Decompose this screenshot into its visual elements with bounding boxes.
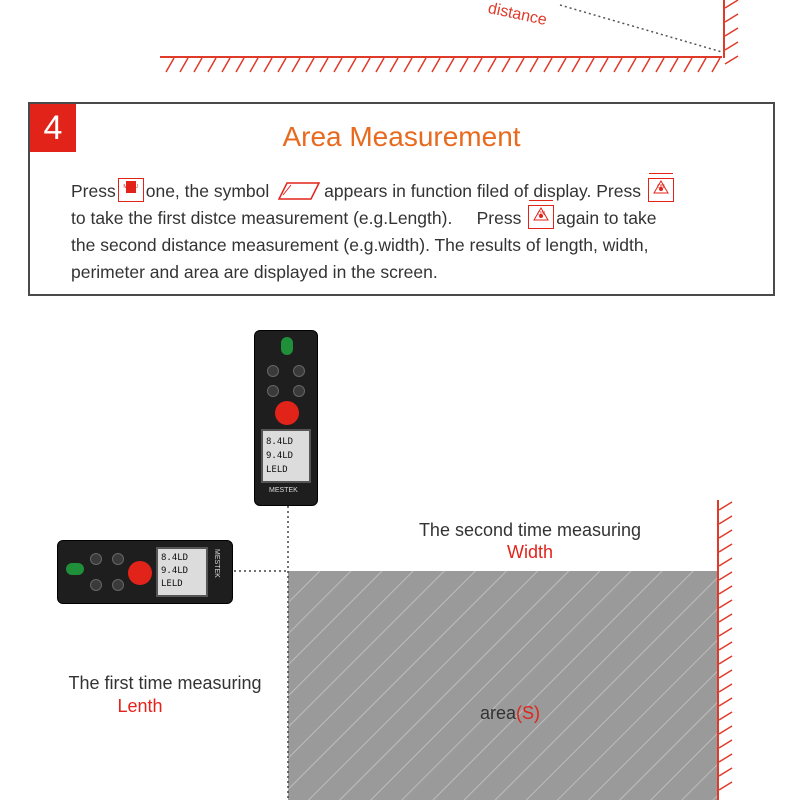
device-display [261,429,311,483]
plus-minus-button [293,385,305,397]
instruction-line-1 [71,178,761,205]
instruction-line-2 [71,205,761,232]
laser-on-button-icon [648,178,674,202]
previous-step-diagram [0,0,800,80]
instruction-fragment: to take the first distce measurement (e.g.Length). [71,208,453,228]
area-label [440,703,580,724]
first-measure-label: The first time measuring [68,673,262,693]
length-label: Lenth [117,696,163,716]
area-symbol: (S) [516,703,541,723]
distance-label: distance [486,0,549,30]
instruction-line-3: the second distance measurement (e.g.width). The results of length, width, [71,235,649,255]
display-reading-3: LELD [266,465,288,475]
device-brand: MESTEK [269,487,298,494]
distance-diagram-graphic [0,0,800,80]
width-label: Width [506,542,553,562]
display-reading-1: 8.4LD [161,553,189,563]
section-title: Area Measurement [282,121,521,152]
laser-meter-horizontal [57,540,233,604]
instruction-fragment: one, the symbol [145,181,270,201]
units-button [267,385,279,397]
c-off-button [267,365,279,377]
second-measure-label: The second time measuring [418,520,642,540]
c-off-button [90,579,102,591]
instruction-line-4: perimeter and area are displayed in the screen. [71,262,438,282]
display-reading-1: 8.4LD [266,437,294,447]
instruction-fragment: again to take [556,208,657,228]
laser-meter-vertical [254,330,318,506]
display-reading-3: LELD [161,579,183,589]
menu-button-icon [118,178,144,202]
instruction-fragment: Press [476,208,522,228]
instruction-panel [28,102,775,296]
parallelogram-area-icon [277,181,321,201]
laser-on-button [128,561,152,585]
plus-minus-button [112,553,124,565]
bubble-level-icon [66,563,84,575]
instruction-text [71,178,761,286]
bubble-level-icon [281,337,293,355]
laser-on-button-icon [528,205,554,229]
display-reading-2: 9.4LD [266,451,294,461]
area-text: area [479,703,517,723]
units-button [112,579,124,591]
instruction-fragment: appears in function filed of display. Press [324,181,641,201]
device-brand: MESTEK [213,549,220,578]
step-number-badge: 4 [30,104,76,152]
laser-on-button [275,401,299,425]
display-reading-2: 9.4LD [161,566,189,576]
menu-button [90,553,102,565]
menu-button [293,365,305,377]
instruction-fragment: Press [71,181,116,201]
device-display [156,547,208,597]
